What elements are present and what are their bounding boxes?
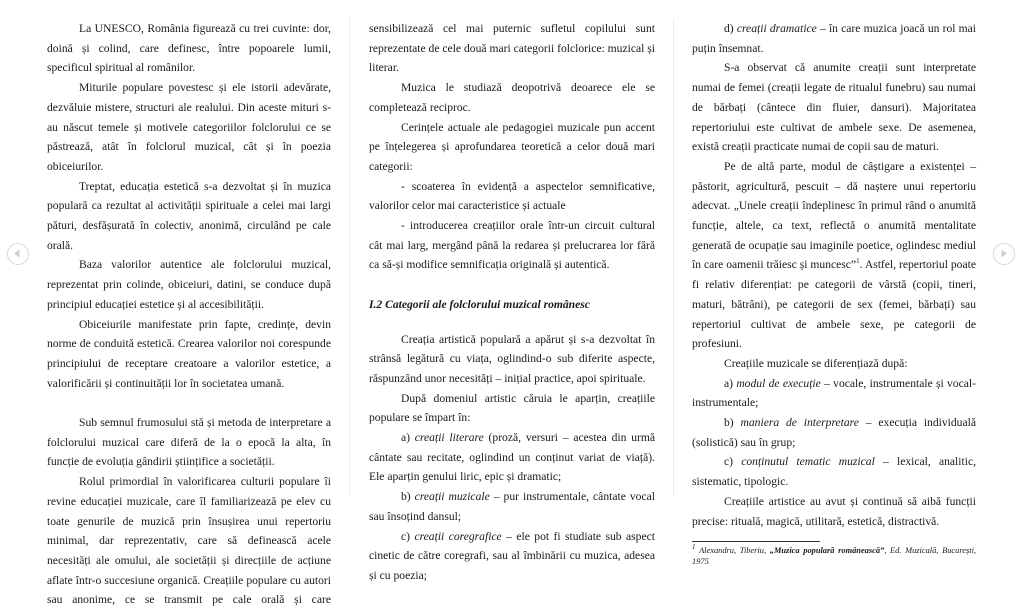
footnote bbox=[692, 543, 976, 567]
page-column-2 bbox=[369, 19, 655, 586]
footnote-number: 1 bbox=[692, 543, 696, 552]
footnote-separator bbox=[692, 541, 820, 542]
paragraph: Rolul primordial în valorificarea culturii populare îi revine educației muzicale, care îl familiarizează pe elev cu toate genurile de muzică prin însușirea unui repertoriu minimal, dar reprezentativ, care să definească acele necesități ale omului, ale societății și direcțiile de acțiune aflate într-o succesiune organică. Creațiile populare cu autori sau anonime, ce se transmit pe cale orală și care bbox=[47, 475, 331, 607]
section-heading: I.2 Categorii ale folclorului muzical românesc bbox=[369, 297, 590, 311]
paragraph: Creațiile muzicale se diferențiază după: bbox=[724, 356, 908, 370]
list-term: maniera de interpretare bbox=[740, 416, 859, 430]
list-text: – vocale, instrumentale și vocal-instrumentale; bbox=[692, 376, 977, 410]
list-item bbox=[692, 19, 976, 58]
paragraph: Pe de altă parte, modul de câștigare a existenței – păstorit, agricultură, pescuit – dă naștere unui repertoriu adecvat. „Unele creații îndeplinesc în primul rând o anumită funcție, altele, ca text, reflectă o anumită mentalitate generată de ocupație sau imaginile poetice, oglindesc mediul în care oamenii trăiesc și muncesc”$^1$. Astfel, repertoriul poate fi relativ diferențiat: pe categorii de vârstă (copii, tineri, maturi, bătrâni), pe categorii de sex (femei, bărbați) sau repertoriul cultivat de ambele sexe, pe categorii de profesiuni. bbox=[692, 159, 976, 351]
list-term: modul de execuție bbox=[736, 376, 821, 390]
list-term: creații literare bbox=[414, 431, 484, 445]
list-item: - scoaterea în evidență a aspectelor semnificative, valorilor celor mai caracteristice și actuale bbox=[369, 179, 655, 213]
triangle-right-icon bbox=[994, 244, 1013, 263]
paragraph: După domeniul artistic căruia le aparțin, creațiile populare se împart în: bbox=[369, 391, 655, 425]
page-column-3 bbox=[692, 19, 976, 567]
list-marker: d) bbox=[724, 22, 737, 35]
list-item bbox=[692, 374, 976, 413]
paragraph: Treptat, educația estetică s-a dezvoltat și în muzica populară ca rezultat al activității spirituale a celei mai largi pături, desfășurată în colectiv, anonimă, circulând pe cale orală. bbox=[47, 179, 331, 252]
paragraph: La UNESCO, România figurează cu trei cuvinte: dor, doină și colind, care definesc, între popoarele lumii, specificul spiritual al românilor. bbox=[47, 22, 331, 75]
footnote-title: „Muzica populară românească” bbox=[769, 546, 885, 556]
paragraph: Sub semnul frumosului stă și metoda de interpretare a folclorului muzical care diferă de la o epocă la alta, în funcție de evoluția gândirii științifice a societății. bbox=[47, 416, 331, 469]
paragraph: sensibilizează cel mai puternic sufletul copilului sunt reprezentate de cele două mari categorii folclorice: muzical și literar. bbox=[369, 22, 655, 75]
footnote-publisher: , Ed. Muzicală, București, 1975 bbox=[692, 546, 976, 566]
previous-page-button[interactable] bbox=[7, 243, 29, 265]
list-text: – lexical, analitic, sistematic, tipologic. bbox=[692, 455, 976, 489]
next-page-button[interactable] bbox=[993, 243, 1015, 265]
list-term: creații coregrafice bbox=[414, 529, 502, 543]
list-marker: a) bbox=[401, 431, 415, 445]
paragraph: Creația artistică populară a apărut și s-a dezvoltat în strânsă legătură cu viața, oglindind-o sub diferite aspecte, răspunzând unor necesități – inițial practice, apoi spirituale. bbox=[369, 332, 655, 385]
paragraph: Baza valorilor autentice ale folclorului muzical, reprezentat prin colinde, obiceiuri, datini, se conduce după principiul educației estetice și al accesibilității. bbox=[47, 258, 331, 311]
paragraph-text: Pe de altă parte, modul de câștigare a existenței – păstorit, agricultură, pescuit – dă naștere unui repertoriu adecvat. „Unele creații îndeplinesc în primul rând o anumită funcție, altele, ca text, reflectă o anumită mentalitate generată de ocupație sau imaginile poetice, oglindesc mediul în care oamenii trăiesc și muncesc” bbox=[692, 159, 976, 272]
page-divider bbox=[673, 18, 674, 495]
list-term: creații dramatice bbox=[736, 22, 817, 35]
list-text: – în care muzica joacă un rol mai puțin însemnat. bbox=[692, 22, 977, 55]
paragraph: Obiceiurile manifestate prin fapte, credințe, devin norme de conduită estetică. Crearea valorilor noi corespunde principiului de receptare creatoare a valorilor estetice, a valorificării și continuității lor în societatea umană. bbox=[47, 317, 331, 390]
list-text: – execuția individuală (solistică) sau în grup; bbox=[692, 416, 976, 449]
list-item bbox=[692, 452, 976, 491]
list-marker: c) bbox=[724, 455, 742, 469]
list-text: – ele pot fi studiate sub aspect cinetic de către coregrafi, sau al îmbinării cu muzica, adesea și cu poezia; bbox=[369, 529, 655, 582]
paragraph: Creațiile artistice au avut și continuă să aibă funcții precise: rituală, magică, utilitară, estetică, distractivă. bbox=[692, 494, 976, 528]
list-marker: a) bbox=[724, 376, 737, 390]
footnote-author: Alexandru, Tiberiu, bbox=[699, 546, 770, 556]
list-text: (proză, versuri – acestea din urmă cântate sau recitate, oglindind un conținut variat de viață). Ele aparțin genului liric, epic și dramatic; bbox=[369, 431, 656, 484]
list-marker: c) bbox=[401, 529, 415, 543]
list-term: creații muzicale bbox=[414, 490, 490, 504]
list-marker: b) bbox=[724, 416, 741, 430]
list-item bbox=[369, 428, 655, 487]
triangle-left-icon bbox=[8, 244, 27, 263]
list-item: - introducerea creațiilor orale într-un circuit cultural cât mai larg, mergând până la redarea și prelucrarea lor fără ca să-și modifice semnificația originală și autentică. bbox=[369, 219, 655, 272]
paragraph: S-a observat că anumite creații sunt interpretate numai de femei (creații legate de ritualul funebru) sau numai de bărbați (cântece din fluier, dansuri). Majoritatea repertoriului este cultivat de ambele sexe. De asemenea, există creații practicate numai de copii sau de maturi. bbox=[692, 61, 976, 154]
list-term: conținutul tematic muzical bbox=[741, 455, 875, 469]
paragraph: Miturile populare povestesc și ele istorii adevărate, dezvăluie mistere, structuri ale realului. Din aceste mituri s-au născut temele și motivele categoriilor folclorului ce se păstrează, atât în folclorul muzical, cât și în poezia obiceiurilor. bbox=[47, 81, 331, 173]
paragraph-text: Astfel, repertoriul poate fi relativ diferențiat: pe categorii de vârstă (copii, tineri, maturi, bătrâni), pe categorii de sex (femei, bărbați) sau repertoriul cultivat de ambele sexe, pe categorii de profesiuni. bbox=[692, 258, 976, 351]
list-marker: b) bbox=[401, 490, 415, 504]
list-item bbox=[692, 413, 976, 452]
footnote-reference[interactable]: 1 bbox=[856, 257, 860, 266]
page-column-1 bbox=[47, 19, 331, 610]
paragraph: Muzica le studiază deopotrivă deoarece ele se completează reciproc. bbox=[369, 81, 655, 114]
page-divider bbox=[349, 18, 350, 495]
list-item bbox=[369, 527, 655, 586]
paragraph: Cerințele actuale ale pedagogiei muzicale pun accent pe înțelegerea și aprofundarea teoretică a celor două mari categorii: bbox=[369, 120, 655, 173]
list-text: – pur instrumentale, cântate vocal sau însoțind dansul; bbox=[369, 490, 655, 523]
